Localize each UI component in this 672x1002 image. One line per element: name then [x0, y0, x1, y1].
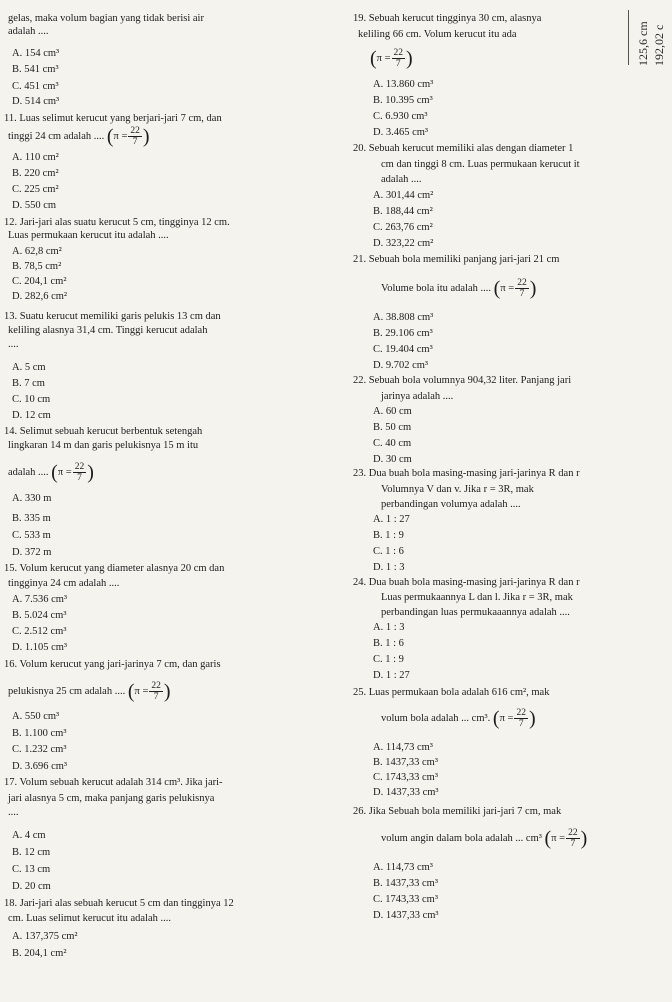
option-d[interactable]: D. 3.465 cm³	[373, 127, 429, 138]
question-text	[381, 278, 536, 299]
question-text: keliling 66 cm. Volum kerucut itu ada	[358, 29, 517, 40]
fraction	[149, 681, 163, 702]
edge-label: 192,02 c	[652, 24, 666, 66]
question-text	[8, 681, 171, 702]
option-a[interactable]: A. 62,8 cm²	[12, 246, 62, 257]
adjacent-page-edge	[616, 0, 672, 90]
fraction	[566, 828, 580, 849]
question-text: 13. Suatu kerucut memiliki garis pelukis 13 cm dan	[4, 311, 221, 322]
option-c[interactable]: C. 6.930 cm³	[373, 111, 428, 122]
option-a[interactable]: A. 7.536 cm³	[12, 594, 68, 605]
option-d[interactable]: D. 1.105 cm³	[12, 642, 68, 653]
question-text	[8, 462, 94, 483]
option-d[interactable]: D. 1 : 27	[373, 670, 410, 681]
fraction-denominator: 7	[518, 719, 524, 729]
option-b[interactable]: B. 1.100 cm³	[12, 728, 67, 739]
pi-label: π =	[113, 130, 128, 142]
option-b[interactable]: B. 1 : 6	[373, 638, 404, 649]
option-d[interactable]: D. 3.696 cm³	[12, 761, 68, 772]
fraction-numerator: 22	[130, 126, 140, 136]
question-text-part: Volume bola itu adalah ....	[381, 282, 492, 294]
option-a[interactable]: A. 38.808 cm³	[373, 312, 434, 323]
question-text: perbandingan luas permukaaannya adalah ....	[381, 607, 570, 618]
option-a[interactable]: A. 301,44 cm²	[373, 190, 434, 201]
question-text: 26. Jika Sebuah bola memiliki jari-jari 7 cm, mak	[353, 806, 562, 817]
option-c[interactable]: C. 225 cm²	[12, 184, 59, 195]
pi-hint: (π = $\frac{22}{7}$ )	[492, 707, 536, 730]
option-d[interactable]: D. 372 m	[12, 547, 52, 558]
fraction-denominator: 7	[153, 692, 159, 702]
question-text: Volumnya V dan v. Jika r = 3R, mak	[381, 484, 534, 495]
question-text-part: tinggi 24 cm adalah ....	[8, 130, 105, 142]
question-text	[381, 828, 587, 849]
pi-hint: (π = $\frac{22}{7}$ )	[493, 277, 537, 300]
option-b[interactable]: B. 188,44 cm²	[373, 206, 433, 217]
question-text: 21. Sebuah bola memiliki panjang jari-jari 21 cm	[353, 254, 560, 265]
fraction	[514, 708, 528, 729]
option-b[interactable]: B. 1 : 9	[373, 530, 404, 541]
option-c[interactable]: C. 1 : 6	[373, 546, 404, 557]
option-a[interactable]: A. 1 : 27	[373, 514, 410, 525]
question-text: 14. Selimut sebuah kerucut berbentuk setengah	[4, 426, 203, 437]
question-text	[8, 126, 150, 147]
pi-label: π =	[499, 712, 514, 724]
question-text: cm dan tinggi 8 cm. Luas permukaan kerucut it	[381, 159, 580, 170]
pi-label: π =	[376, 52, 391, 64]
fraction-denominator: 7	[570, 839, 576, 849]
pi-hint: (π = $\frac{22}{7}$ )	[106, 125, 150, 148]
question-text: Luas permukaannya L dan l. Jika r = 3R, mak	[381, 592, 573, 603]
question-text: 17. Volum sebuah kerucut adalah 314 cm³. Jika jari-	[4, 777, 223, 788]
pi-label: π =	[500, 282, 515, 294]
pi-hint: (π = $\frac{22}{7}$ )	[51, 461, 94, 484]
option-b[interactable]: B. 78,5 cm²	[12, 261, 62, 272]
fraction-denominator: 7	[519, 289, 525, 299]
option-d[interactable]: D. 323,22 cm²	[373, 238, 434, 249]
option-d[interactable]: D. 1437,33 cm³	[373, 787, 439, 798]
option-d[interactable]: D. 550 cm	[12, 200, 57, 211]
option-d[interactable]: D. 1 : 3	[373, 562, 405, 573]
pi-hint: (π = $\frac{22}{7}$ )	[370, 47, 413, 70]
fraction-numerator: 22	[151, 681, 161, 691]
question-text: tingginya 24 cm adalah ....	[8, 578, 120, 589]
option-c[interactable]: C. 451 cm³	[12, 81, 59, 92]
question-text: 11. Luas selimut kerucut yang berjari-jari 7 cm, dan	[4, 113, 222, 124]
option-b[interactable]: B. 220 cm²	[12, 168, 59, 179]
option-c[interactable]: C. 10 cm	[12, 394, 51, 405]
fraction	[128, 126, 142, 147]
option-b[interactable]: B. 204,1 cm²	[12, 948, 67, 959]
pi-label: π =	[551, 832, 566, 844]
question-text: jari alasnya 5 cm, maka panjang garis pelukisnya	[8, 793, 215, 804]
option-b[interactable]: B. 5.024 cm³	[12, 610, 67, 621]
option-a[interactable]: A. 154 cm³	[12, 48, 60, 59]
option-c[interactable]: C. 263,76 cm²	[373, 222, 433, 233]
fraction	[392, 48, 406, 69]
question-text: 15. Volum kerucut yang diameter alasnya 20 cm dan	[4, 563, 225, 574]
fraction-numerator: 22	[568, 828, 578, 838]
option-c[interactable]: C. 1 : 9	[373, 654, 404, 665]
option-c[interactable]: C. 2.512 cm³	[12, 626, 67, 637]
option-b[interactable]: B. 50 cm	[373, 422, 412, 433]
question-text-part: adalah ....	[8, 466, 49, 478]
option-c[interactable]: C. 13 cm	[12, 864, 51, 875]
option-a[interactable]: A. 5 cm	[12, 362, 46, 373]
fraction	[515, 278, 529, 299]
edge-label: 125,6 cm	[636, 21, 650, 66]
question-text: 25. Luas permukaan bola adalah 616 cm², mak	[353, 687, 550, 698]
option-d[interactable]: D. 9.702 cm³	[373, 360, 429, 371]
fraction-numerator: 22	[516, 708, 526, 718]
fraction	[73, 462, 87, 483]
option-a[interactable]: A. 60 cm	[373, 406, 412, 417]
option-a[interactable]: A. 114,73 cm³	[373, 862, 433, 873]
question-text-part: volum angin dalam bola adalah ... cm³	[381, 832, 542, 844]
question-text: 22. Sebuah bola volumnya 904,32 liter. Panjang jari	[353, 375, 572, 386]
option-a[interactable]: A. 4 cm	[12, 830, 46, 841]
question-text: 24. Dua buah bola masing-masing jari-jarinya R dan r	[353, 577, 580, 588]
question-text: 20. Sebuah kerucut memiliki alas dengan diameter 1	[353, 143, 574, 154]
question-text: ....	[8, 339, 19, 350]
option-d[interactable]: D. 30 cm	[373, 454, 412, 465]
option-d[interactable]: D. 12 cm	[12, 410, 51, 421]
question-text: ....	[8, 807, 19, 818]
question-text-part: volum bola adalah ... cm³.	[381, 712, 491, 724]
question-text: 23. Dua buah bola masing-masing jari-jarinya R dan r	[353, 468, 580, 479]
option-a[interactable]: A. 110 cm²	[12, 152, 59, 163]
option-a[interactable]: A. 137,375 cm²	[12, 931, 78, 942]
option-c[interactable]: C. 533 m	[12, 530, 51, 541]
question-text: cm. Luas selimut kerucut itu adalah ....	[8, 913, 171, 924]
question-text: adalah ....	[381, 174, 422, 185]
question-text: gelas, maka volum bagian yang tidak berisi air	[8, 13, 204, 24]
option-c[interactable]: C. 40 cm	[373, 438, 412, 449]
option-b[interactable]: B. 1437,33 cm³	[373, 757, 438, 768]
option-b[interactable]: B. 1437,33 cm³	[373, 878, 438, 889]
option-b[interactable]: B. 29.106 cm³	[373, 328, 433, 339]
question-text: 16. Volum kerucut yang jari-jarinya 7 cm, dan garis	[4, 659, 221, 670]
option-b[interactable]: B. 541 cm³	[12, 64, 59, 75]
option-b[interactable]: B. 7 cm	[12, 378, 45, 389]
fraction-denominator: 7	[77, 473, 82, 483]
fraction-denominator: 7	[132, 137, 138, 147]
option-a[interactable]: A. 330 m	[12, 493, 52, 504]
option-b[interactable]: B. 10.395 cm³	[373, 95, 433, 106]
question-text: 19. Sebuah kerucut tingginya 30 cm, alasnya	[353, 13, 542, 24]
option-a[interactable]: A. 550 cm³	[12, 711, 60, 722]
option-d[interactable]: D. 282,6 cm²	[12, 291, 68, 302]
question-text: adalah ....	[8, 26, 49, 37]
question-text: jarinya adalah ....	[381, 391, 454, 402]
pi-label: π =	[57, 466, 72, 478]
fraction-numerator: 22	[74, 462, 85, 472]
question-text: perbandingan volumya adalah ....	[381, 499, 521, 510]
question-text	[381, 708, 536, 729]
pi-label: π =	[134, 685, 149, 697]
pi-hint: (π = $\frac{22}{7}$ )	[127, 680, 171, 703]
option-b[interactable]: B. 335 m	[12, 513, 51, 524]
option-c[interactable]: C. 1743,33 cm³	[373, 894, 438, 905]
option-c[interactable]: C. 1.232 cm³	[12, 744, 67, 755]
option-a[interactable]: A. 114,73 cm³	[373, 742, 433, 753]
question-text: 12. Jari-jari alas suatu kerucut 5 cm, tingginya 12 cm.	[4, 217, 230, 228]
question-text: keliling alasnya 31,4 cm. Tinggi kerucut adalah	[8, 325, 208, 336]
pi-hint: (π = $\frac{22}{7}$ )	[544, 827, 588, 850]
question-text: 18. Jari-jari alas sebuah kerucut 5 cm dan tingginya 12	[4, 898, 234, 909]
option-c[interactable]: C. 1743,33 cm³	[373, 772, 438, 783]
option-d[interactable]: D. 20 cm	[12, 881, 51, 892]
fraction-numerator: 22	[393, 48, 404, 58]
edge-divider	[628, 10, 629, 65]
fraction-denominator: 7	[395, 59, 401, 69]
option-a[interactable]: A. 1 : 3	[373, 622, 405, 633]
option-d[interactable]: D. 514 cm³	[12, 96, 60, 107]
fraction-numerator: 22	[517, 278, 527, 288]
question-text: Luas permukaan kerucut itu adalah ....	[8, 230, 169, 241]
option-b[interactable]: B. 12 cm	[12, 847, 51, 858]
option-a[interactable]: A. 13.860 cm³	[373, 79, 434, 90]
option-d[interactable]: D. 1437,33 cm³	[373, 910, 439, 921]
option-c[interactable]: C. 19.404 cm³	[373, 344, 433, 355]
option-c[interactable]: C. 204,1 cm²	[12, 276, 67, 287]
question-text: lingkaran 14 m dan garis pelukisnya 15 m itu	[8, 440, 199, 451]
question-text-part: pelukisnya 25 cm adalah ....	[8, 685, 126, 697]
